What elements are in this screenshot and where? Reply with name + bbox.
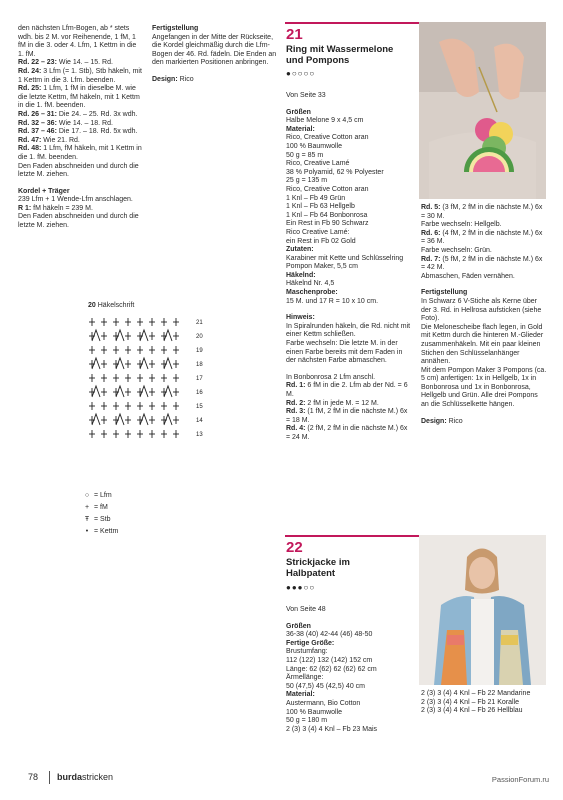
chart-row-number: 15 — [196, 404, 203, 410]
section-22-line — [286, 674, 412, 683]
line-text: Pompon Maker, 5,5 cm — [286, 263, 358, 271]
instruction-line — [18, 111, 142, 120]
legend-item — [80, 528, 118, 537]
chart-stitch-fan — [116, 330, 124, 341]
bold-lead: Rd. 48: — [18, 145, 42, 153]
section-22-line — [286, 683, 412, 692]
instruction-line — [18, 145, 142, 162]
instruction-line — [18, 68, 142, 85]
line-text: 1 Knl – Fb 64 Bonbonrosa — [286, 211, 368, 219]
section-21-number: 21 — [286, 26, 303, 43]
line-text: 3 Lfm (= 1. Stb), Stb häkeln, mit 1 Kettm in die 3. Lfm. beenden. — [18, 67, 142, 84]
cardigan-photo — [419, 535, 546, 685]
instruction-line — [18, 120, 142, 129]
line-text: Rico — [446, 417, 463, 425]
chart-row-number: 17 — [196, 376, 203, 382]
line-text: Wie 21. Rd. — [41, 136, 80, 144]
paragraph-gap — [421, 410, 547, 418]
chart-row-number: 13 — [196, 432, 203, 438]
line-text: 1 Knl – Fb 49 Grün — [286, 194, 346, 202]
section-21-line — [286, 246, 412, 255]
bold-lead: Design: — [421, 417, 447, 425]
instruction-line — [18, 25, 142, 59]
watermelon-keyring-photo — [419, 22, 546, 199]
legend-item — [80, 504, 108, 513]
instruction-line — [152, 34, 280, 68]
section-22-bar — [285, 535, 419, 537]
bold-lead: Design: — [152, 75, 178, 83]
line-text: 100 % Baumwolle — [286, 708, 343, 716]
line-text: 2 (3) 3 (4) 4 Knl – Fb 21 Koralle — [421, 698, 520, 706]
chart-stitch-fan — [164, 414, 172, 425]
instruction-line — [152, 25, 280, 34]
instruction-line — [18, 128, 142, 137]
chart-row-number: 19 — [196, 348, 203, 354]
instruction-line — [18, 59, 142, 68]
section-21-line — [421, 273, 547, 282]
line-text: Austermann, Bio Cotton — [286, 699, 361, 707]
bold-lead: Rd. 47: — [18, 136, 42, 144]
section-22-line — [286, 606, 412, 615]
section-22-line — [286, 631, 412, 640]
legend-label: = Kettm — [94, 528, 119, 535]
section-21-column-2 — [421, 204, 547, 426]
section-21-line — [286, 220, 412, 229]
section-21-line — [421, 204, 547, 221]
line-text: fM häkeln = 239 M. — [31, 204, 93, 212]
section-22-line — [286, 640, 412, 649]
section-22-column-1 — [286, 606, 412, 734]
legend-label: = fM — [94, 504, 108, 511]
section-21-bar — [285, 22, 419, 24]
line-text: Den Faden abschneiden und durch die letzte M. ziehen. — [18, 162, 139, 179]
section-21-line — [421, 256, 547, 273]
instruction-line — [18, 188, 142, 197]
section-21-line — [286, 314, 412, 323]
page-number: 78 — [28, 772, 39, 782]
bold-lead: Rd. 32 – 36: — [18, 119, 57, 127]
line-text: 38 % Polyamid, 62 % Polyester — [286, 168, 384, 176]
section-21-line — [286, 169, 412, 178]
instruction-line — [18, 196, 142, 205]
section-22-line — [286, 691, 412, 700]
paragraph-gap — [18, 180, 142, 188]
chart-stitch-fan — [116, 386, 124, 397]
line-text: In Spiralrunden häkeln, die Rd. nicht mit einer Kettm schließen. — [286, 322, 411, 339]
legend-label: = Lfm — [94, 492, 112, 499]
bold-lead: Rd. 2: — [286, 399, 306, 407]
legend-item — [80, 492, 112, 501]
line-text: Abmaschen, Fäden vernähen. — [421, 272, 515, 280]
difficulty-rating: ●○○○○ — [286, 69, 316, 78]
section-21-column-1 — [286, 92, 412, 443]
section-21-line — [286, 263, 412, 272]
bold-lead: Fertigstellung — [152, 25, 199, 32]
section-22-line — [286, 709, 412, 718]
line-text: Mit dem Pompon Maker 3 Pompons (ca. 5 cm) anfertigen: 1x in Hellgelb, 1x in Bonbonrosa und 1x in Bonbonrosa, Hellgelb und Grün. Alle drei Pompons an die Schlüsselkette hängen. — [421, 366, 547, 409]
section-21-line — [286, 382, 412, 399]
line-text: Rico, Creative Cotton aran — [286, 185, 369, 193]
instruction-line — [18, 205, 142, 214]
section-21-line — [286, 177, 412, 186]
line-text: Brustumfang: — [286, 648, 328, 656]
chart-stitch-fan — [164, 358, 172, 369]
line-text: Ein Rest in Fb 90 Schwarz — [286, 220, 369, 228]
legend-symbol: + — [84, 504, 90, 511]
section-21-line — [286, 323, 412, 340]
line-text: 1 Lfm, fM häkeln, mit 1 Kettm in die 1. fM. beenden. — [18, 145, 142, 161]
section-21-line — [286, 212, 412, 221]
paragraph-gap — [152, 68, 280, 76]
chart-row-number: 16 — [196, 390, 203, 396]
line-text: (2 fM, 2 fM in die nächste M.) 6x = 24 M. — [286, 425, 408, 441]
section-21-line — [286, 374, 412, 383]
section-21-line — [286, 126, 412, 135]
section-22-number: 22 — [286, 539, 303, 556]
section-21-line — [286, 255, 412, 264]
line-text: 50 g = 180 m — [286, 717, 328, 725]
chart-stitch-fan — [140, 330, 148, 341]
section-21-line — [286, 425, 412, 442]
bold-lead: Rd. 6: — [421, 229, 441, 237]
line-text: (4 fM, 2 fM in die nächste M.) 6x = 36 M. — [421, 229, 543, 246]
section-21-line — [421, 230, 547, 247]
line-text: 239 Lfm + 1 Wende-Lfm anschlagen. — [18, 196, 133, 204]
section-21-line — [286, 109, 412, 118]
bold-lead: Rd. 37 – 46: — [18, 128, 57, 136]
line-text: ein Rest in Fb 02 Gold — [286, 237, 356, 245]
chart-stitch-fan — [92, 386, 100, 397]
section-21-line — [286, 160, 412, 169]
line-text: den nächsten Lfm-Bogen, ab * stets wdh. bis 2 M. vor Reihenende, 1 fM, 1 fM in die 3. oder 4. Lfm, 1 Kettm in die 1. fM. — [18, 25, 137, 58]
line-text: In Schwarz 6 V-Stiche als Kerne über der 3. Rd. in Hellrosa aufsticken (siehe Foto). — [421, 297, 542, 323]
bold-lead: Zutaten: — [286, 246, 314, 254]
section-21-line — [286, 229, 412, 238]
section-21-line — [286, 272, 412, 281]
footer-divider — [49, 771, 50, 784]
crochet-chart — [84, 314, 214, 454]
line-text: 2 (3) 3 (4) 4 Knl – Fb 26 Hellblau — [421, 707, 523, 715]
paragraph-gap — [421, 281, 547, 289]
bold-lead: R 1: — [18, 204, 32, 212]
line-text: 50 (47,5) 45 (42,5) 40 cm — [286, 682, 365, 690]
line-text: Länge: 62 (62) 62 (62) 62 cm — [286, 665, 377, 673]
bold-lead: Rd. 26 – 31: — [18, 110, 57, 118]
bold-lead: Material: — [286, 125, 315, 133]
line-text: Häkelnd Nr. 4,5 — [286, 280, 335, 288]
line-text: Von Seite 48 — [286, 606, 326, 613]
section-21-line — [286, 134, 412, 143]
section-21-line — [421, 221, 547, 230]
line-text: (1 fM, 2 fM in die nächste M.) 6x = 18 M. — [286, 408, 408, 424]
section-21-line — [286, 117, 412, 126]
section-21-line — [421, 247, 547, 256]
chart-stitch-fan — [92, 358, 100, 369]
line-text: 2 (3) 3 (4) 4 Knl – Fb 22 Mandarine — [421, 690, 531, 697]
section-21-line — [286, 143, 412, 152]
section-21-line — [421, 289, 547, 298]
section-22-line — [286, 700, 412, 709]
chart-row-number: 20 — [196, 334, 203, 340]
line-text: Die Melonescheibe flach legen, in Gold mit Kettm durch die hinteren M.-Glieder zusammenhäkeln. Mit ein paar kleinen Stichen den Schlüsselanhänger annähen. — [421, 323, 544, 366]
section-21-line — [286, 340, 412, 366]
section-22-column-2 — [421, 690, 547, 716]
section-21-line — [286, 203, 412, 212]
chart-stitch-fan — [116, 414, 124, 425]
line-text: Halbe Melone 9 x 4,5 cm — [286, 117, 364, 125]
section-22-line — [286, 657, 412, 666]
line-text: (5 fM, 2 fM in die nächste M.) 6x = 42 M. — [421, 255, 543, 272]
line-text: Rico, Creative Cotton aran — [286, 134, 369, 142]
instructions-column-2 — [152, 25, 280, 85]
line-text: Farbe wechseln: Grün. — [421, 246, 492, 254]
chart-row-number: 18 — [196, 362, 203, 368]
line-text: Den Faden abschneiden und durch die letzte M. ziehen. — [18, 213, 139, 230]
bold-lead: Kordel + Träger — [18, 187, 70, 195]
line-text: Die 24. – 25. Rd. 3x wdh. — [56, 110, 138, 118]
line-text: 1 Lfm, 1 fM in dieselbe M. wie die letzte Kettm, fM häkeln, mit 1 Kettm in die 1. fM. beenden. — [18, 85, 140, 110]
section-22-line — [286, 623, 412, 632]
chart-stitch-fan — [92, 414, 100, 425]
line-text: 36-38 (40) 42-44 (46) 48-50 — [286, 631, 373, 639]
bold-lead: Maschenprobe: — [286, 289, 338, 297]
instruction-line — [18, 163, 142, 180]
section-21-line — [286, 289, 412, 298]
magazine-brand: burdastricken — [57, 772, 114, 782]
legend-item — [80, 516, 111, 525]
legend-symbol: Ŧ — [84, 516, 90, 523]
chart-row-number: 14 — [196, 418, 203, 424]
section-21-line — [286, 152, 412, 161]
chart-row-number: 21 — [196, 320, 203, 326]
line-text: Von Seite 33 — [286, 92, 326, 99]
chart-label: 20 Häkelschrift — [88, 302, 135, 309]
line-text: 100 % Baumwolle — [286, 142, 343, 150]
bold-lead: Hinweis: — [286, 314, 315, 322]
line-text: Ärmellänge: — [286, 674, 324, 682]
section-21-title: Ring mit Wassermelone und Pompons — [286, 44, 394, 66]
bold-lead: Rd. 4: — [286, 425, 306, 433]
section-22-line — [286, 717, 412, 726]
line-text: Angefangen in der Mitte der Rückseite, die Kordel gleichmäßig durch die Lfm-Bogen der 46. Rd. fädeln. Die Enden an den markierten Positionen anbringen. — [152, 33, 277, 67]
legend-label: = Stb — [94, 516, 111, 523]
line-text: 50 g = 85 m — [286, 151, 324, 159]
line-text: 25 g = 135 m — [286, 177, 328, 185]
legend-symbol: ○ — [84, 492, 90, 499]
line-text: Karabiner mit Kette und Schlüsselring — [286, 254, 404, 262]
line-text: In Bonbonrosa 2 Lfm anschl. — [286, 373, 376, 381]
section-21-line — [286, 298, 412, 307]
bold-lead: Rd. 1: — [286, 382, 306, 390]
instructions-column-1 — [18, 25, 142, 231]
paragraph-gap — [286, 615, 412, 623]
bold-lead: Rd. 24: — [18, 67, 42, 75]
line-text: Farbe wechseln: Die letzte M. in der einen Farbe bereits mit dem Faden in der nächsten Farbe abmaschen. — [286, 340, 403, 365]
bold-lead: Größen — [286, 622, 311, 630]
bold-lead: Fertige Größe: — [286, 639, 335, 647]
bold-lead: Rd. 7: — [421, 255, 441, 263]
instruction-line — [18, 137, 142, 146]
line-text: Farbe wechseln: Hellgelb. — [421, 221, 502, 229]
bold-lead: Rd. 25: — [18, 85, 42, 93]
section-21-line — [286, 186, 412, 195]
chart-stitch-fan — [140, 414, 148, 425]
bold-lead: Rd. 5: — [421, 204, 441, 211]
line-text: 2 (3) 3 (4) 4 Knl – Fb 23 Mais — [286, 725, 378, 733]
chart-stitch-fan — [116, 358, 124, 369]
section-22-line — [286, 666, 412, 675]
section-21-line — [421, 418, 547, 427]
line-text: Rico — [177, 75, 194, 83]
section-21-line — [286, 92, 412, 101]
paragraph-gap — [286, 101, 412, 109]
line-text: Rico, Creative Lamé — [286, 160, 350, 168]
bold-lead: Rd. 22 – 23: — [18, 59, 57, 67]
chart-stitch-fan — [92, 330, 100, 341]
section-22-title: Strickjacke im Halbpatent — [286, 557, 350, 579]
bold-lead: Fertigstellung — [421, 289, 468, 297]
section-22-line — [421, 690, 547, 699]
line-text: 2 fM in jede M. = 12 M. — [305, 399, 379, 407]
legend-symbol: • — [85, 528, 89, 535]
section-21-line — [286, 408, 412, 425]
line-text: 112 (122) 132 (142) 152 cm — [286, 656, 373, 664]
line-text: 15 M. und 17 R = 10 x 10 cm. — [286, 297, 379, 305]
section-21-line — [286, 238, 412, 247]
section-21-line — [286, 195, 412, 204]
bold-lead: Größen — [286, 108, 311, 116]
section-22-line — [286, 648, 412, 657]
section-22-line — [421, 699, 547, 708]
difficulty-rating: ●●●○○ — [286, 583, 316, 592]
section-22-line — [421, 707, 547, 716]
bold-lead: Rd. 3: — [286, 408, 306, 416]
line-text: Rico Creative Lamé: — [286, 228, 350, 236]
chart-stitch-fan — [164, 386, 172, 397]
chart-stitch-fan — [140, 386, 148, 397]
chart-stitch-fan — [164, 330, 172, 341]
paragraph-gap — [286, 366, 412, 374]
line-text: 1 Knl – Fb 63 Hellgelb — [286, 203, 355, 211]
chart-stitch-fan — [140, 358, 148, 369]
line-text: (3 fM, 2 fM in die nächste M.) 6x = 30 M. — [421, 204, 543, 220]
instruction-line — [18, 85, 142, 111]
instruction-line — [18, 213, 142, 230]
bold-lead: Material: — [286, 691, 315, 699]
line-text: Wie 14. – 18. Rd. — [56, 119, 113, 127]
section-21-line — [286, 400, 412, 409]
line-text: Die 17. – 18. Rd. 5x wdh. — [56, 128, 138, 136]
section-21-line — [421, 324, 547, 367]
line-text: 6 fM in die 2. Lfm ab der Nd. = 6 M. — [286, 382, 408, 398]
watermark: PassionForum.ru — [491, 775, 549, 784]
section-21-line — [421, 298, 547, 324]
section-22-line — [286, 726, 412, 735]
line-text: Wie 14. – 15. Rd. — [56, 59, 113, 67]
section-21-line — [421, 367, 547, 410]
bold-lead: Häkelnd: — [286, 271, 316, 279]
instruction-line — [152, 76, 280, 85]
paragraph-gap — [286, 306, 412, 314]
section-21-line — [286, 280, 412, 289]
